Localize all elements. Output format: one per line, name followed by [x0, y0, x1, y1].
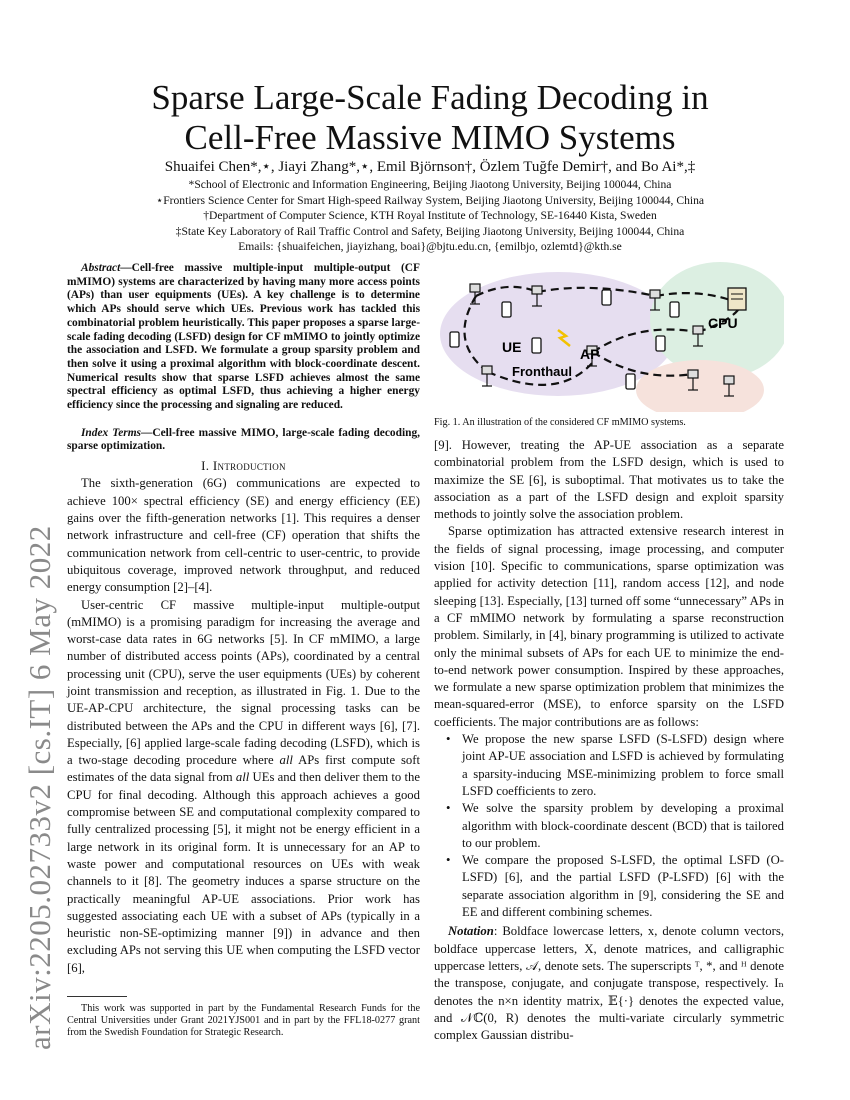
affiliations [70, 177, 790, 255]
contribution-item: • We compare the proposed S-LSFD, the optimal LSFD (O-LSFD) [6], and the partial LSFD (P-LSFD) [6] with the separate association algorithm in [9], considering the SE and EE and different combining schemes. [462, 852, 784, 921]
right-paragraph-2: Sparse optimization has attracted extensive research interest in the fields of signal processing, image processing, and computer vision [10]. Specific to communications, sparse optimization was applied for activity detection [11], random access [12], and node sleeping [13]. Especially, [13] turned off some “unnecessary” APs in a CF mMIMO network by formulating a sparse reconstruction problem. Similarly, in [4], binary programming is utilized to activate only the minimal subsets of APs for each UE to minimize the end-to-end network power consumption. Inspired by these approaches, we formulate a new sparse optimization problem that minimizes the mean-squared-error (MSE), to enforce sparsity on the LSFD coefficients. The major contributions are as follows: [434, 524, 784, 729]
figure-caption: Fig. 1. An illustration of the considered CF mMIMO systems. [434, 417, 686, 428]
ue-phone [670, 302, 679, 317]
intro-paragraph-1: The sixth-generation (6G) communications are expected to achieve 100× spectral efficiency (SE) and energy efficiency (EE) gains over the fifth-generation networks [1]. This requires a denser network infrastructure and cell-free (CF) operation that shifts the communication network from cell-centric to user-centric, to provide ubiquitous coverage, improved network throughput, and reduced energy consumption [2]–[4]. [67, 476, 420, 595]
ue-phone [532, 338, 541, 353]
intro-p2-part-b: APs first compute soft estimates of the data signal from [67, 753, 420, 785]
ue-label: UE [502, 339, 522, 355]
abstract-text: —Cell-free massive multiple-input multiple-output (CF mMIMO) systems are characterized by having many more access points (APs) than user equipments (UEs). A key challenge is to determine which APs should serve which UEs. Previous work has tackled this combinatorial problem heuristically. This paper proposes a sparse large-scale fading decoding (LSFD) design for CF mMIMO to jointly optimize the association and LSFD. We formulate a group sparsity problem and then solve it using a proximal algorithm with block-coordinate descent. Numerical results show that sparse LSFD achieves almost the same spectral efficiency as optimal LSFD, thus achieving a higher energy efficiency since the processing and signaling are reduced. [67, 262, 420, 412]
emphasis-all-2: all [235, 770, 250, 785]
footnote: This work was supported in part by the Fundamental Research Funds for the Central Universities under Grant 2021YJS001 and in part by the FFL18-0277 grant from the Swedish Foundation for Strategic Research. [67, 1003, 420, 1039]
notation-label: Notation [448, 924, 494, 939]
left-column [67, 262, 420, 977]
paper-title [70, 78, 790, 158]
arxiv-stamp: arXiv:2205.02733v2 [cs.IT] 6 May 2022 [22, 525, 57, 1050]
notation-paragraph [434, 923, 784, 1044]
figure-1 [438, 262, 784, 412]
section-heading [67, 457, 420, 474]
index-terms [67, 427, 420, 454]
contributions-list [434, 731, 784, 921]
right-paragraph-1: [9]. However, treating the AP-UE association as a separate combinatorial problem from the LSFD design, which is used to maximize the SE [6], is suboptimal. That motivates us to take the association as a part of the LSFD design and exploit sparsity methods to jointly solve the association problem. [434, 438, 784, 522]
author-list: Shuaifei Chen*,⋆, Jiayi Zhang*,⋆, Emil Björnson†, Özlem Tuğfe Demir†, and Bo Ai*,‡ [164, 159, 696, 175]
footnote-rule [67, 996, 127, 997]
affiliation-4: ‡State Key Laboratory of Rail Traffic Control and Safety, Beijing Jiaotong University, Beijing 100044, China [175, 224, 685, 238]
contribution-item: • We propose the new sparse LSFD (S-LSFD) design where joint AP-UE association and LSFD is achieved by formulating a sparsity-inducing MSE-minimizing problem to force small LSFD coefficients to zero. [462, 731, 784, 800]
ue-phone [602, 290, 611, 305]
abstract-label: Abstract [81, 262, 121, 274]
ue-phone [656, 336, 665, 351]
emails: Emails: {shuaifeichen, jiayizhang, boai}@bjtu.edu.cn, {emilbjo, ozlemtd}@kth.se [238, 240, 622, 253]
fronthaul-label: Fronthaul [512, 364, 572, 379]
affiliation-1: *School of Electronic and Information Engineering, Beijing Jiaotong University, Beijing 100044, China [188, 178, 672, 191]
contribution-item: • We solve the sparsity problem by developing a proximal algorithm with block-coordinate descent (BCD) that is tailored to our problem. [462, 800, 784, 852]
ue-phone [450, 332, 459, 347]
title-line-1: Sparse Large-Scale Fading Decoding in [151, 78, 709, 117]
intro-p2-part-a: User-centric CF massive multiple-input multiple-output (mMIMO) is a promising paradigm for increasing the average and worst-case data rates in 6G networks [5]. In CF mMIMO, a large number of distributed access points (APs), coordinated by a central processing unit (CPU), serve the user equipments (UEs) by coherent joint transmission and reception, as illustrated in Fig. 1. Due to the UE-AP-CPU architecture, the signal processing tasks can be distributed between the APs and the CPU in different ways [6], [7]. Especially, [6] applied large-scale fading decoding (LSFD), which is a two-stage decoding procedure where [67, 597, 420, 768]
right-column [434, 437, 784, 1044]
title-line-2: Cell-Free Massive MIMO Systems [184, 118, 676, 157]
notation-text: : Boldface lowercase letters, x, denote column vectors, boldface uppercase letters, X, denote matrices, and calligraphic uppercase letters, 𝒜, denote sets. The superscripts ᵀ, *, and ᴴ denote the transpose, conjugate, and conjugate transpose, respectively. Iₙ denotes the n×n identity matrix, 𝔼{·} denotes the expected value, and 𝒩ℂ(0, R) denotes the multi-variate circularly symmetric complex Gaussian distribu- [434, 924, 784, 1043]
affiliation-2: ⋆Frontiers Science Center for Smart High-speed Railway System, Beijing Jiaotong University, Beijing 100044, China [155, 193, 705, 207]
index-terms-label: Index Terms [81, 426, 141, 439]
emphasis-all-1: all [279, 753, 293, 768]
intro-paragraph-2 [67, 597, 420, 978]
ue-phone [626, 374, 635, 389]
cpu-server [728, 288, 746, 310]
section-title: Introduction [212, 458, 286, 474]
affiliation-3: †Department of Computer Science, KTH Royal Institute of Technology, SE-16440 Kista, Sweden [203, 209, 657, 222]
cpu-label: CPU [708, 315, 738, 331]
system-diagram [438, 262, 784, 412]
index-terms-text: —Cell-free massive MIMO, large-scale fading decoding, sparse optimization. [67, 426, 420, 453]
abstract [67, 262, 420, 413]
ap-label: AP [580, 346, 600, 362]
ue-phone [502, 302, 511, 317]
intro-p2-part-c: UEs and then deliver them to the CPU for final decoding. Although this approach achieves a good compromise between SE and computational complexity compared to fully centralized processing [5], it might not be energy efficient in a large network in its original form. It is unnecessary for an AP to waste power and computational resources on UEs with weak channels to it [8]. The geometry induces a sparse structure on the practically meaningful AP-UE associations. Prior work has suggested associating each UE with a subset of APs (typically in a heuristic non-SE-optimizing manner [9]) in advance and then excluding APs not serving this UE when computing the LSFD vector [6], [67, 770, 420, 975]
section-number: I. [201, 458, 213, 474]
